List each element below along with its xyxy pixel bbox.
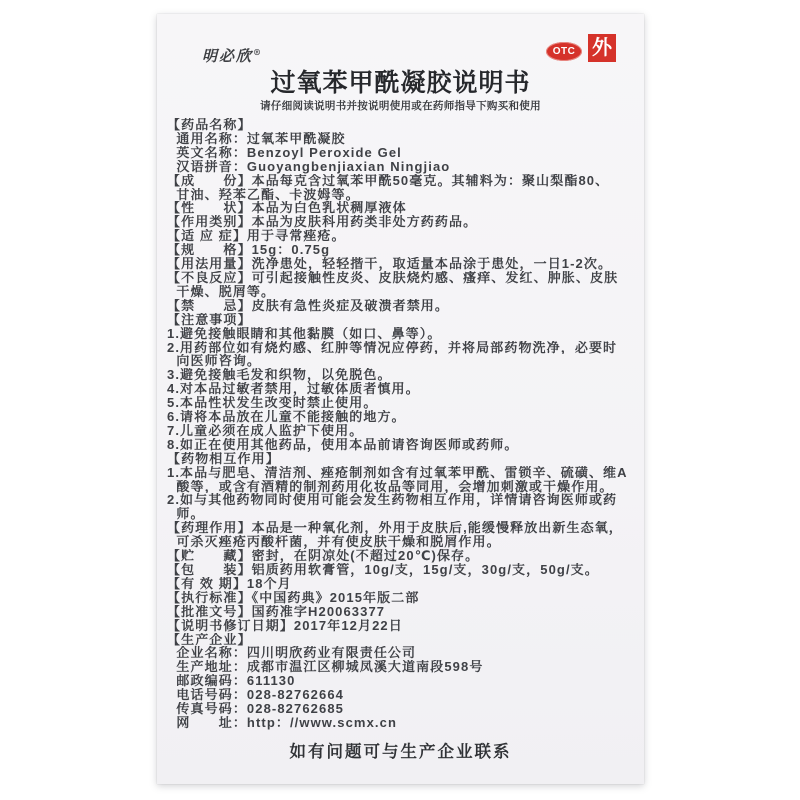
brand-name: 明必欣 [202, 47, 254, 65]
leaflet-line: 【作用类别】本品为皮肤科用药类非处方药药品。 [167, 215, 478, 230]
leaflet-line: 6.请将本品放在儿童不能接触的地方。 [167, 410, 406, 424]
leaflet-line: 【包 装】铝质药用软膏管，10g/支，15g/支，30g/支，50g/支。 [167, 563, 599, 577]
leaflet-line: 传真号码：028-82762685 [167, 702, 344, 716]
leaflet-line: 【生产企业】 [167, 632, 252, 647]
leaflet-page [157, 14, 644, 784]
leaflet-line: 2.用药部位如有烧灼感、红肿等情况应停药，并将局部药物洗净，必要时 [167, 340, 618, 355]
leaflet-line: 5.本品性状发生改变时禁止使用。 [167, 396, 378, 411]
leaflet-line: 干燥、脱屑等。 [167, 284, 276, 299]
leaflet-line: 4.对本品过敏者禁用，过敏体质者慎用。 [167, 382, 420, 397]
external-use-badge-icon: 外 [588, 34, 616, 62]
leaflet-line: 酸等，或含有酒精的制剂药用化妆品等同用，会增加刺激或干燥作用。 [167, 479, 614, 494]
leaflet-line: 可杀灭痤疮丙酸杆菌，并有使皮肤干燥和脱屑作用。 [167, 535, 501, 550]
leaflet-line: 【说明书修订日期】2017年12月22日 [167, 618, 403, 633]
leaflet-line: 【药品名称】 [167, 118, 252, 132]
leaflet-line: 1.避免接触眼睛和其他黏膜（如口、鼻等）。 [167, 326, 442, 341]
leaflet-line: 企业名称：四川明欣药业有限责任公司 [167, 646, 417, 661]
leaflet-line: 甘油、羟苯乙酯、卡波姆等。 [167, 187, 360, 202]
leaflet-line: 通用名称：过氧苯甲酰凝胶 [167, 131, 346, 146]
footer-note: 如有问题可与生产企业联系 [289, 743, 512, 761]
leaflet-line: 【有 效 期】18个月 [167, 576, 292, 591]
leaflet-line: 【禁 忌】皮肤有急性炎症及破溃者禁用。 [167, 298, 450, 313]
leaflet-body [167, 118, 638, 730]
leaflet-line: 【规 格】15g：0.75g [167, 243, 331, 258]
leaflet-line: 向医师咨询。 [167, 354, 262, 369]
leaflet-line: 【批准文号】国药准字H20063377 [167, 604, 386, 619]
leaflet-line: 【不良反应】可引起接触性皮炎、皮肤烧灼感、瘙痒、发红、肿胀、皮肤 [167, 270, 619, 285]
page-subtitle: 请仔细阅读说明书并按说明使用或在药师指导下购买和使用 [260, 100, 541, 112]
leaflet-line: 【成 份】本品每克含过氧苯甲酰50毫克。其辅料为：聚山梨酯80、 [167, 173, 610, 188]
badge-group [546, 34, 616, 62]
leaflet-line: 英文名称：Benzoyl Peroxide Gel [167, 145, 402, 160]
leaflet-line: 2.如与其他药物同时使用可能会发生药物相互作用，详情请咨询医师或药 [167, 493, 618, 508]
leaflet-line: 【性 状】本品为白色乳状稠厚液体 [167, 201, 407, 216]
leaflet-line: 【贮 藏】密封，在阴凉处(不超过20℃)保存。 [167, 549, 480, 563]
leaflet-line: 电话号码：028-82762664 [167, 688, 344, 703]
leaflet-line: 3.避免接触毛发和织物，以免脱色。 [167, 368, 392, 383]
otc-badge-icon: OTC [546, 42, 582, 61]
leaflet-line: 邮政编码：611130 [167, 674, 296, 689]
leaflet-line: 生产地址：成都市温江区柳城凤溪大道南段598号 [167, 660, 484, 675]
page-title: 过氧苯甲酰凝胶说明书 [270, 69, 531, 97]
leaflet-line: 1.本品与肥皂、清洁剂、痤疮制剂如含有过氧苯甲酰、雷锁辛、硫磺、维A [167, 465, 628, 480]
leaflet-line: 网 址：http：//www.scmx.cn [167, 715, 397, 730]
leaflet-line: 8.如正在使用其他药品，使用本品前请咨询医师或药师。 [167, 437, 519, 452]
leaflet-line: 汉语拼音：Guoyangbenjiaxian Ningjiao [167, 159, 451, 174]
leaflet-line: 【执行标准】《中国药典》2015年版二部 [167, 590, 420, 605]
leaflet-line: 【注意事项】 [167, 312, 252, 327]
leaflet-line: 师。 [167, 507, 205, 522]
leaflet-line: 【药物相互作用】 [167, 451, 280, 466]
leaflet-line: 【用法用量】洗净患处，轻轻揩干，取适量本品涂于患处，一日1-2次。 [167, 257, 613, 271]
leaflet-line: 7.儿童必须在成人监护下使用。 [167, 423, 364, 438]
registered-trademark-icon: ® [253, 47, 262, 57]
leaflet-line: 【药理作用】本品是一种氧化剂，外用于皮肤后,能缓慢释放出新生态氧， [167, 521, 623, 536]
leaflet-line: 【适 应 症】用于寻常痤疮。 [167, 229, 346, 244]
